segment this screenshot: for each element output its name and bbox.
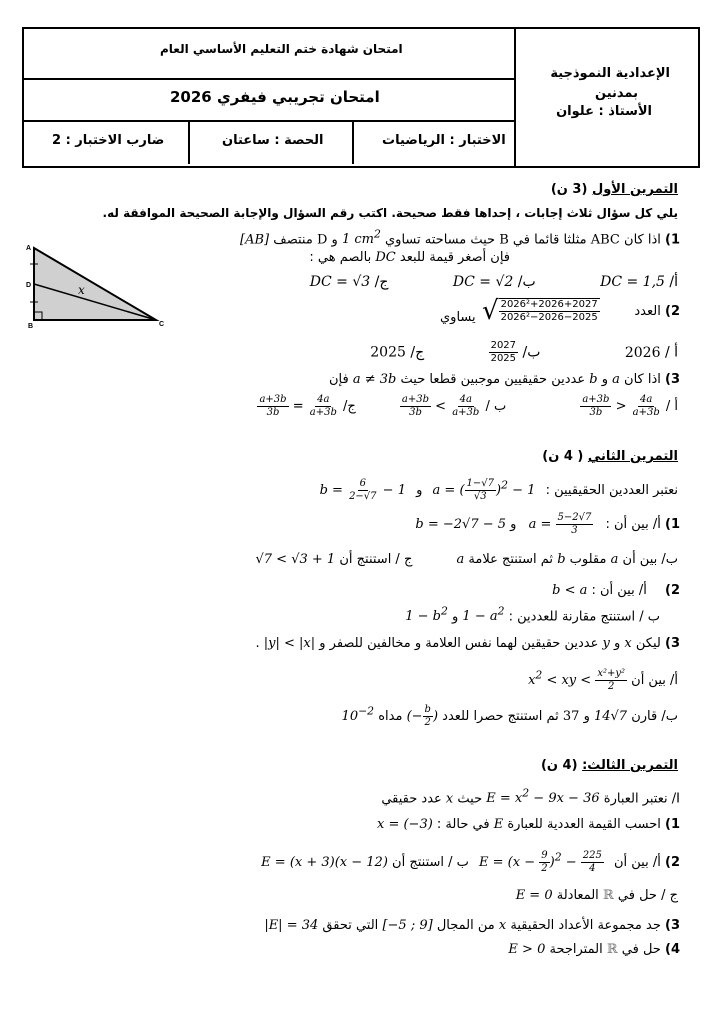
school-name: الإعدادية النموذجية: [550, 66, 670, 81]
header-cell-div-2: [352, 120, 354, 164]
ex1-q3-options: أ / $\frac{a+3b}{3b}$ > $\frac{4a}{a+3b}$ ب / $\frac{a+3b}{3b}$ < $\frac{4a}{a+3b}$ ج/ $\frac{a+3b}{3b}$ = $\frac{4a}{a+3b}$: [259, 394, 678, 418]
ex2-q1b: ب/ بين أن a مقلوب b ثم استنتج علامة a ج / استنتج أن √7 < √3 + 1: [255, 552, 678, 567]
ex2-heading: [542, 449, 678, 464]
ex2-title: التمرين الثاني: [587, 449, 678, 464]
ex2-points: ( 4 ن): [542, 449, 584, 464]
ex2-q3a: أ/ بين أن $x^2$ < xy < $\frac{\text{x²+y²}}{2}$: [528, 668, 678, 692]
ex1-q2: 2) العدد: [634, 304, 680, 319]
label-A: A: [26, 245, 32, 252]
exam-title: امتحان تجريبي فيفري 2026: [170, 88, 380, 106]
header-line-1: [22, 78, 516, 80]
ex1-q2-radical: √ $\frac{\text{2026²+2026+2027}}{\text{2026²−2026−2025}}$: [482, 296, 598, 326]
ex2-q1a: 1) أ/ بين أن : a = $\frac{5-2√7}{3}$ و b = −2√7 − 5: [415, 512, 680, 536]
ex1-q1: 1) اذا كان ABC مثلثا قائما في B حيث مساحته تساوي 1 $cm^2$ و D منتصف [AB]: [240, 228, 680, 248]
ex3-title: التمرين الثالث:: [582, 758, 678, 773]
ex3-q3: 3) جد مجموعة الأعداد الحقيقية x من المجال [−5 ; 9] التي تحقق |E| = 34: [264, 918, 680, 933]
ex1-heading: [551, 182, 678, 197]
school-city: بمدنين: [595, 86, 638, 101]
label-D: D: [26, 282, 32, 289]
triangle-figure: [26, 240, 171, 330]
label-C: C: [159, 321, 165, 328]
ex1-q3: 3) اذا كان a و b عددين حقيقيين موجبين قطعا حيث a ≠ 3b فإن: [329, 372, 680, 387]
ex3-q2c: ج / حل في ℝ المعادلة E = 0: [515, 888, 678, 903]
ex1-q2-equals: يساوي: [440, 310, 476, 325]
label-x: x: [78, 283, 85, 297]
ex1-q2-options: أ / 2026 ب/ $\frac{2027}{2025}$ ج/ 2025: [370, 340, 678, 364]
duration-label: الحصة : ساعتان: [222, 133, 324, 148]
ex3-q4: 4) حل في ℝ المتراجحة E > 0: [508, 942, 680, 957]
subject-label: الاختبار : الرياضيات: [382, 133, 506, 148]
header-divider-v: [514, 27, 516, 166]
ex3-q1: 1) احسب القيمة العددية للعبارة E في حالة : x = (−3): [376, 817, 680, 832]
ex2-q2a: 2) أ/ بين أن : b < a: [552, 583, 680, 598]
ex2-intro: نعتبر العددين الحقيقيين : a = ( $\frac{1-√7}{√3}$ )$^2$ − 1 و b = $\frac{6}{2-√7}$ − 1: [319, 478, 678, 502]
certificate-title: امتحان شهادة ختم التعليم الأساسي العام: [160, 42, 403, 56]
ex2-q2b: ب / استنتج مقارنة للعددين : $1 - a^2$ و $1 - b^2$: [405, 605, 660, 625]
header-line-2: [22, 120, 516, 122]
ex3-heading: [541, 758, 678, 773]
ex2-q3b: ب/ قارن 14√7 و 37 ثم استنتج حصرا للعدد (− $\frac{b}{2}$ ) مداه $10^{-2}$: [341, 704, 678, 728]
ex1-intro: يلي كل سؤال ثلاث إجابات ، إحداها فقط صحيحة. اكتب رقم السؤال والإجابة الصحيحة الموافقة له.: [102, 206, 678, 220]
ex3-points: (4 ن): [540, 758, 578, 773]
ex3-q2a: 2) أ/ بين أن E = (x − $\frac{9}{2}$ )$^2$ − $\frac{225}{4}$ ب / استنتج أن E = (x + 3)(x − 12): [261, 850, 680, 874]
ex1-q1-line2: فإن أصغر قيمة للبعد DC بالصم هي :: [309, 250, 510, 265]
ex1-q1-options: أ/ DC = 1,5 ب/ DC = √2 ج/ DC = √3: [309, 274, 678, 290]
ex2-q3: 3) ليكن x و y عددين حقيقين لهما نفس العلامة و مخالفين للصفر و |y| < |x| .: [255, 636, 680, 651]
header-cell-div-1: [188, 120, 190, 164]
ex1-title: التمرين الأول: [591, 182, 678, 197]
ex1-points: (3 ن): [550, 182, 588, 197]
coefficient-label: ضارب الاختبار : 2: [52, 133, 165, 148]
ex3-intro: I/ نعتبر العبارة $E = x^2 - 9x - 36$ حيث x عدد حقيقي: [381, 787, 680, 807]
label-B: B: [28, 323, 34, 330]
teacher-name: الأستاذ : علوان: [556, 104, 652, 119]
